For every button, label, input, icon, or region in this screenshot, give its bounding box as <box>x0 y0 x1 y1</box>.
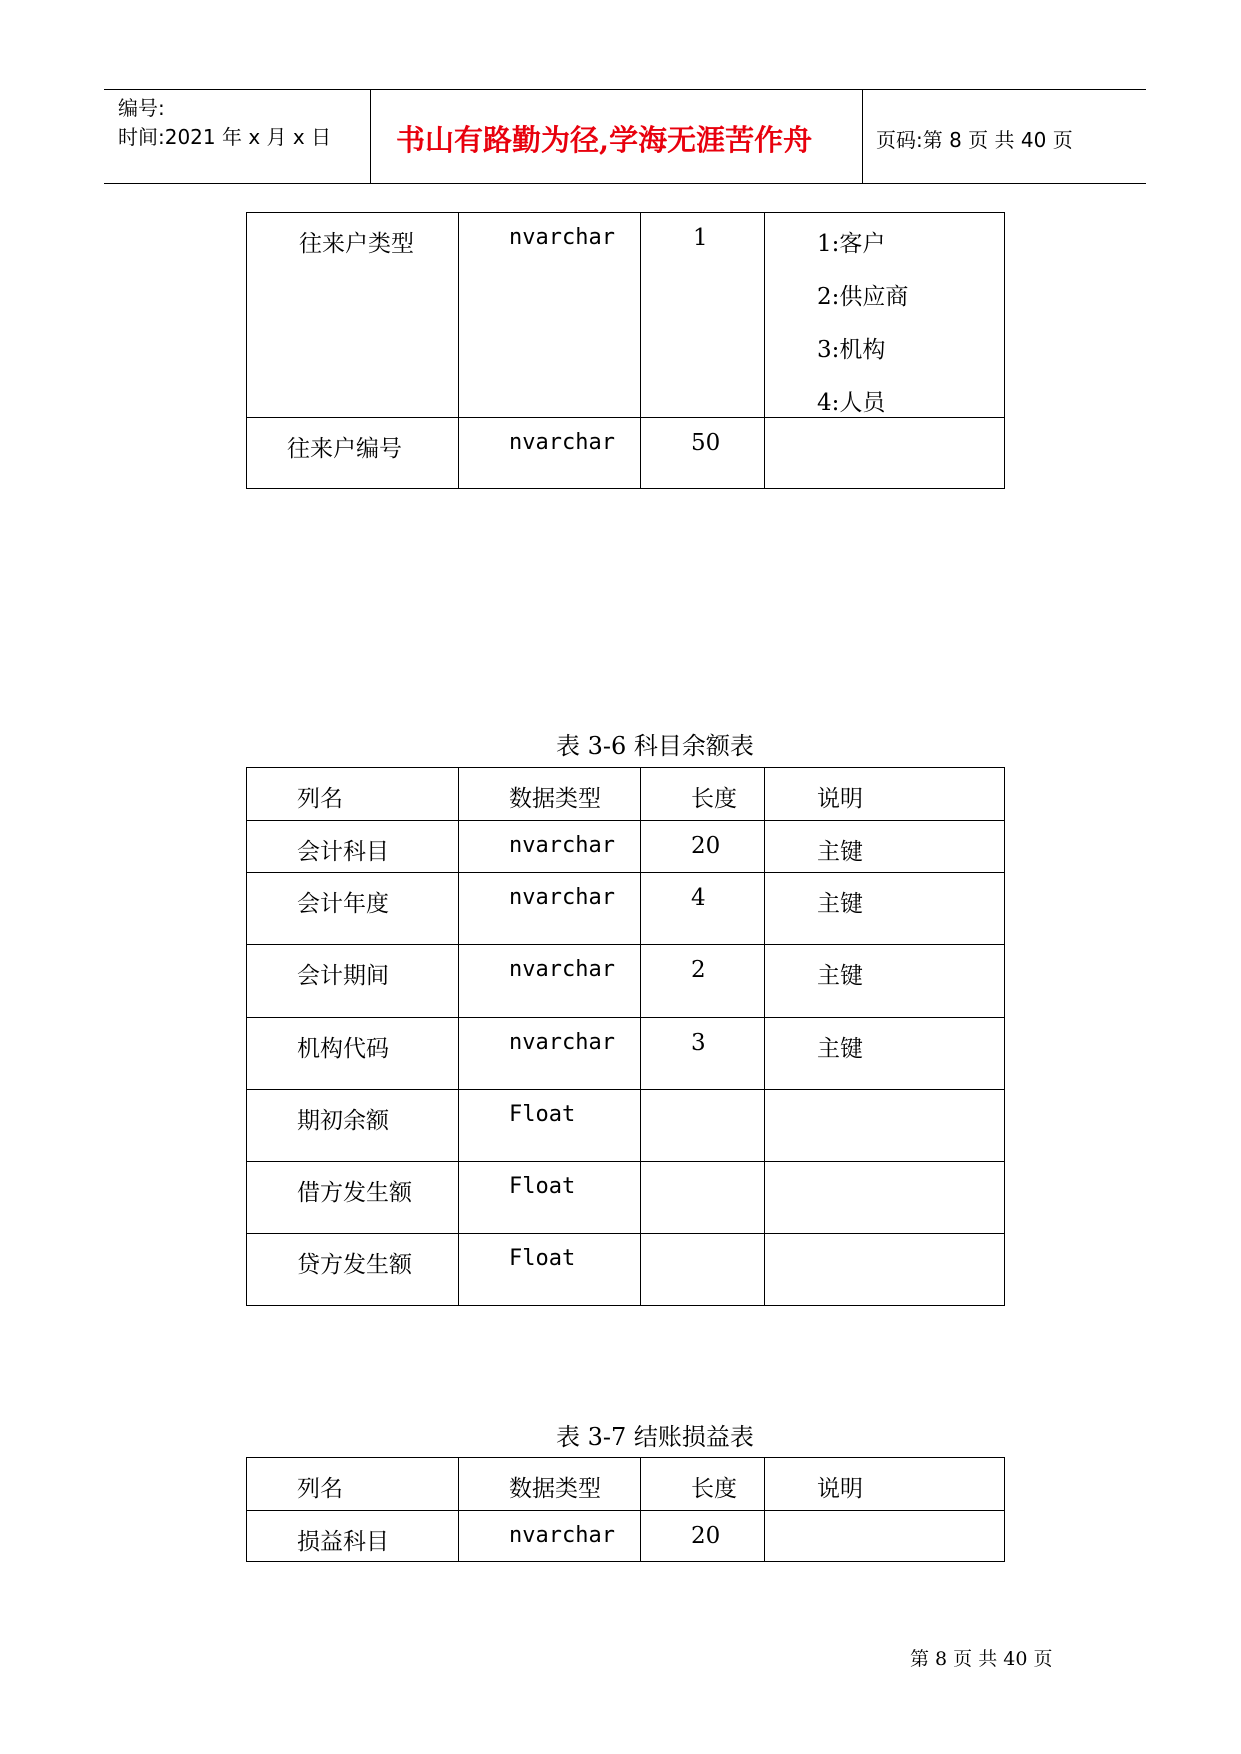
column-name-cell: 会计科目 <box>247 821 459 873</box>
header-cell: 长度 <box>641 1458 765 1511</box>
header-cell: 说明 <box>765 1458 1005 1511</box>
table-row <box>247 1090 1005 1162</box>
length-cell: 50 <box>641 418 765 489</box>
table-row <box>247 1511 1005 1562</box>
table-row <box>247 873 1005 945</box>
column-name-cell: 贷方发生额 <box>247 1234 459 1306</box>
column-name-cell: 会计年度 <box>247 873 459 945</box>
header-cell: 数据类型 <box>459 1458 641 1511</box>
length-cell: 3 <box>641 1018 765 1090</box>
notes-cell <box>765 1234 1005 1306</box>
table-row <box>247 821 1005 873</box>
data-type-cell: nvarchar <box>459 418 641 489</box>
document-number-label: 编号: <box>118 96 165 120</box>
enum-item: 2:供应商 <box>817 284 909 310</box>
header-divider-left <box>370 89 371 183</box>
header-cell: 说明 <box>765 768 1005 821</box>
data-type-cell: nvarchar <box>459 213 641 418</box>
column-name-cell: 机构代码 <box>247 1018 459 1090</box>
header-divider-right <box>862 89 863 183</box>
length-cell: 20 <box>641 821 765 873</box>
table-row <box>247 945 1005 1018</box>
column-name-cell: 往来户类型 <box>247 213 459 418</box>
header-cell: 列名 <box>247 1458 459 1511</box>
data-type-cell: nvarchar <box>459 821 641 873</box>
enum-item: 4:人员 <box>817 390 886 416</box>
length-cell <box>641 1234 765 1306</box>
data-type-cell: Float <box>459 1090 641 1162</box>
table-closing-profit-loss <box>246 1457 1005 1562</box>
length-cell: 1 <box>641 213 765 418</box>
table-header-row <box>247 1458 1005 1511</box>
data-type-cell: nvarchar <box>459 873 641 945</box>
table-caption: 表 3-6 科目余额表 <box>556 732 754 760</box>
data-type-cell: nvarchar <box>459 1511 641 1562</box>
column-name-cell: 损益科目 <box>247 1511 459 1562</box>
table-subject-balance <box>246 767 1005 1306</box>
header-page-label: 页码:第 8 页 共 40 页 <box>876 128 1073 152</box>
column-name-cell: 往来户编号 <box>247 418 459 489</box>
data-type-cell: Float <box>459 1234 641 1306</box>
page-footer-number: 第 8 页 共 40 页 <box>910 1648 1053 1670</box>
notes-cell <box>765 1511 1005 1562</box>
notes-cell <box>765 418 1005 489</box>
data-type-cell: Float <box>459 1162 641 1234</box>
table-row <box>247 213 1005 418</box>
notes-cell <box>765 213 1005 418</box>
column-name-cell: 会计期间 <box>247 945 459 1018</box>
header-bottom-rule <box>104 183 1146 184</box>
header-top-rule <box>104 89 1146 90</box>
table-row <box>247 1018 1005 1090</box>
notes-cell: 主键 <box>765 821 1005 873</box>
document-date-label: 时间:2021 年 x 月 x 日 <box>118 125 332 149</box>
length-cell <box>641 1162 765 1234</box>
column-name-cell: 期初余额 <box>247 1090 459 1162</box>
data-type-cell: nvarchar <box>459 1018 641 1090</box>
table-caption: 表 3-7 结账损益表 <box>556 1423 754 1451</box>
header-cell: 数据类型 <box>459 768 641 821</box>
length-cell: 20 <box>641 1511 765 1562</box>
table-continued <box>246 212 1005 489</box>
length-cell: 2 <box>641 945 765 1018</box>
data-type-cell: nvarchar <box>459 945 641 1018</box>
enum-item: 3:机构 <box>817 337 886 363</box>
table-row <box>247 1234 1005 1306</box>
length-cell: 4 <box>641 873 765 945</box>
notes-cell: 主键 <box>765 1018 1005 1090</box>
header-motto: 书山有路勤为径,学海无涯苦作舟 <box>396 123 813 157</box>
table-row <box>247 418 1005 489</box>
header-cell: 长度 <box>641 768 765 821</box>
column-name-cell: 借方发生额 <box>247 1162 459 1234</box>
notes-cell: 主键 <box>765 873 1005 945</box>
table-header-row <box>247 768 1005 821</box>
table-row <box>247 1162 1005 1234</box>
length-cell <box>641 1090 765 1162</box>
notes-cell: 主键 <box>765 945 1005 1018</box>
notes-cell <box>765 1162 1005 1234</box>
header-cell: 列名 <box>247 768 459 821</box>
enum-item: 1:客户 <box>817 231 886 257</box>
notes-cell <box>765 1090 1005 1162</box>
